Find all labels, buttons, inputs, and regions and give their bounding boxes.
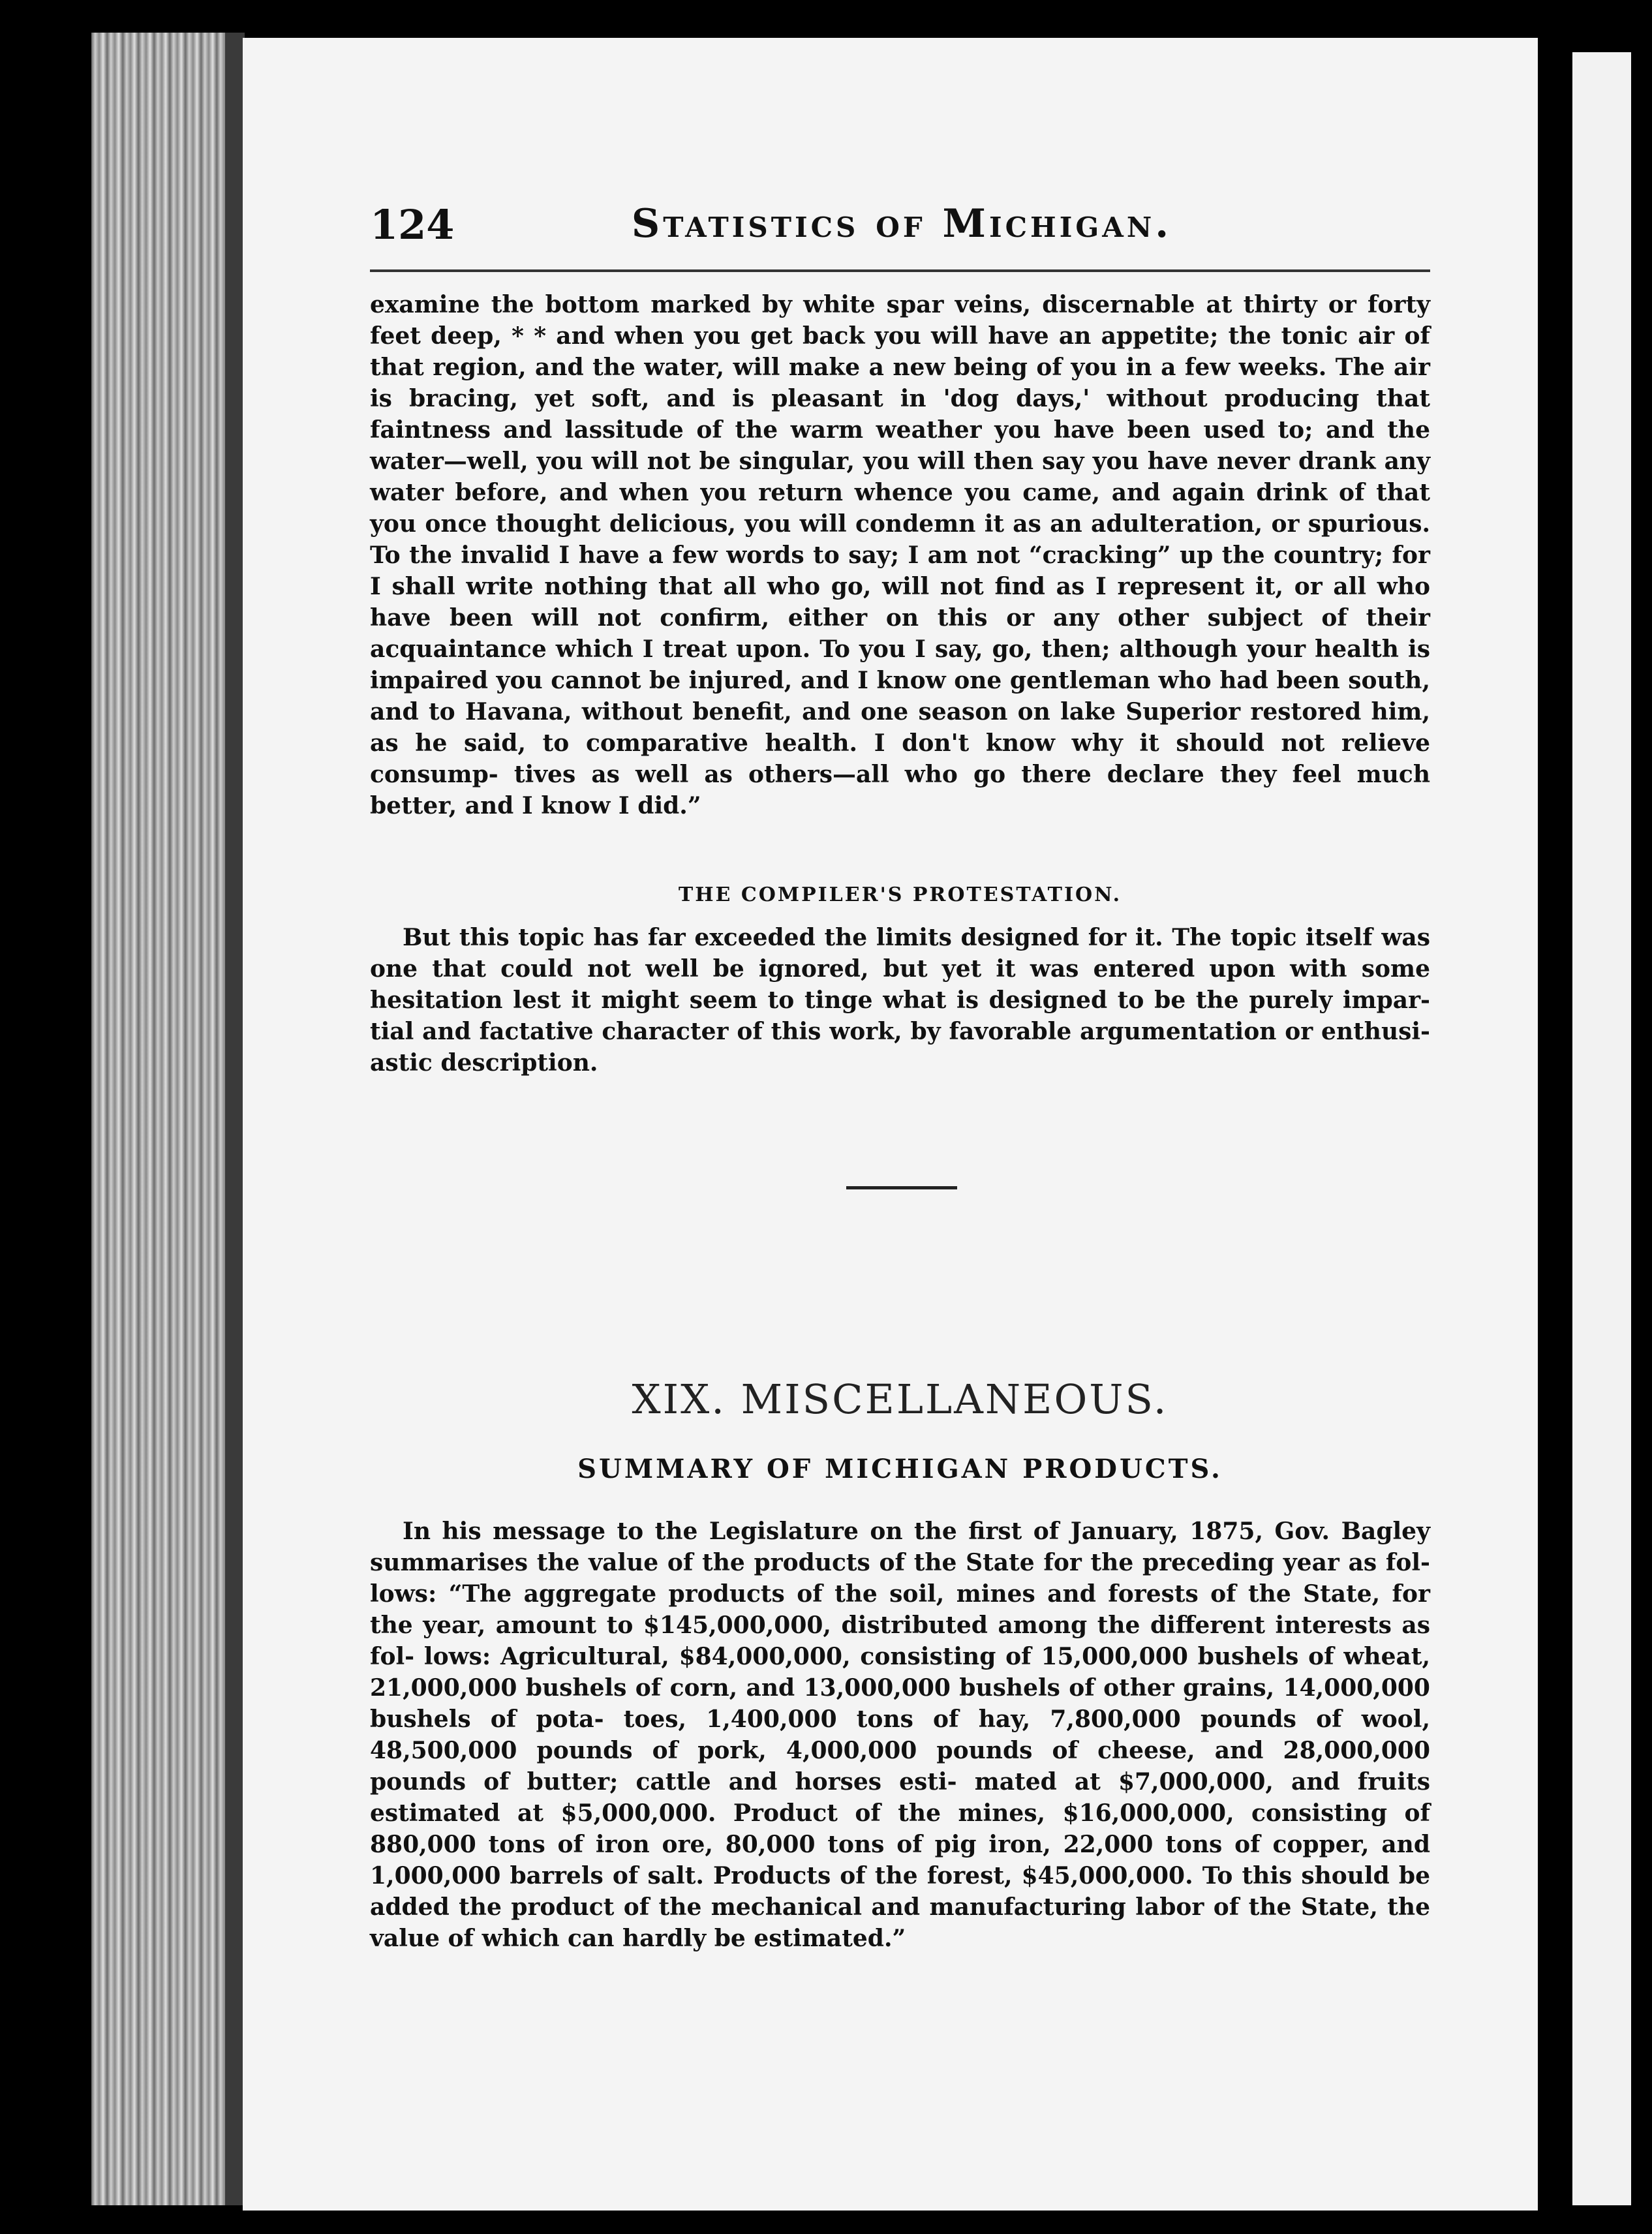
book-page [243, 38, 1538, 2211]
chapter-title: XIX. MISCELLANEOUS. [632, 1375, 1169, 1423]
chapter-line: lows: Agricultural, $84,000,000, consisting of 15,000,000 bushels of wheat, 21,000,000 [370, 1643, 1430, 1702]
chapter-line: bushels of corn, and 13,000,000 bushels of other grains, 14,000,000 bushels of pota- [370, 1674, 1430, 1733]
running-title: Statistics of Michigan. [631, 201, 1172, 247]
continuation-paragraph [370, 289, 1430, 821]
chapter-line: of the State, the value of which can hardly be estimated.” [370, 1893, 1430, 1952]
continuation-line: any water before, and when you return whence you came, and again drink of that [370, 448, 1430, 506]
protestation-line: But this topic has far exceeded the limits designed for it. The topic itself [403, 924, 1373, 951]
summary-text [370, 1516, 1430, 1954]
continuation-line: air of that region, and the water, will make a new being of you in a few weeks. [370, 322, 1430, 381]
header-rule [370, 269, 1430, 272]
chapter-line: toes, 1,400,000 tons of hay, 7,800,000 pounds of wool, 48,500,000 pounds of pork, [370, 1706, 1430, 1764]
page-number: 124 [370, 201, 455, 249]
chapter-line: tons of copper, and 1,000,000 barrels of salt. Products of the forest, $45,000,000. [370, 1831, 1430, 1890]
section-title: SUMMARY OF MICHIGAN PRODUCTS. [577, 1454, 1223, 1484]
section-divider [846, 1186, 957, 1189]
continuation-line: you once thought delicious, you will condemn it as an adulteration, or spurious. [370, 510, 1430, 538]
protestation-line: astic description. [370, 1049, 598, 1077]
continuation-line: and to Havana, without benefit, and one season on lake Superior restored him, as [370, 698, 1430, 757]
chapter-line: mated at $7,000,000, and fruits estimated at $5,000,000. Product of the mines, [370, 1768, 1431, 1827]
chapter-line: To this should be added the product of the mechanical and manufacturing labor [370, 1862, 1431, 1921]
page-header [370, 201, 1433, 253]
adjacent-page-edge [1572, 52, 1631, 2205]
chapter-line: 4,000,000 pounds of cheese, and 28,000,000 pounds of butter; cattle and horses esti- [370, 1737, 1430, 1796]
continuation-line: is impaired you cannot be injured, and I know one gentleman who had been south, [370, 635, 1430, 694]
chapter-line: In his message to the Legislature on the first of January, 1875, Gov. Bagley [403, 1518, 1430, 1545]
protestation-line: tial and factative character of this work, by favorable argumentation or enthusi- [370, 1018, 1430, 1045]
continuation-line: water—well, you will not be singular, you will then say you have never drank [370, 448, 1376, 475]
continuation-line: know I did.” [541, 792, 701, 819]
summary-paragraph [370, 1516, 1430, 1954]
protestation-text [370, 922, 1430, 1079]
binding-shadow [225, 33, 245, 2205]
continuation-line: feet deep, * * and when you get back you will have an appetite; the tonic [370, 322, 1348, 350]
chapter-line: lows: “The aggregate products of the soil, mines and forests of the State, for [370, 1580, 1430, 1608]
continuation-text [370, 289, 1430, 821]
protestation-paragraph [370, 922, 1430, 1079]
continuation-line: The air is bracing, yet soft, and is pleasant in 'dog days,' without producing [370, 354, 1430, 412]
protestation-heading: THE COMPILER'S PROTESTATION. [678, 883, 1122, 906]
continuation-line: for I shall write nothing that all who go, will not find as I represent it, or all [370, 542, 1430, 600]
book-binding [91, 33, 241, 2205]
continuation-line: he said, to comparative health. I don't know why it should not relieve consump- [370, 729, 1430, 788]
continuation-line: examine the bottom marked by white spar veins, discernable at thirty or forty [370, 291, 1430, 318]
continuation-line: To the invalid I have a few words to say; I am not “cracking” up the country; [370, 542, 1384, 569]
chapter-line: $16,000,000, consisting of 880,000 tons of iron ore, 80,000 tons of pig iron, 22,000 [370, 1799, 1430, 1858]
protestation-line: was one that could not well be ignored, but yet it was entered upon with some [370, 924, 1430, 983]
chapter-line: the year, amount to $145,000,000, distributed among the different interests as fol- [370, 1612, 1430, 1670]
chapter-line: summarises the value of the products of the State for the preceding year as fol- [370, 1549, 1430, 1576]
protestation-line: hesitation lest it might seem to tinge what is designed to be the purely impar- [370, 987, 1430, 1014]
continuation-line: acquaintance which I treat upon. To you I say, go, then; although your health [370, 635, 1399, 663]
continuation-line: that faintness and lassitude of the warm weather you have been used to; and the [370, 385, 1430, 444]
continuation-line: tives as well as others—all who go there declare they feel much better, and I [370, 761, 1430, 819]
continuation-line: who have been will not confirm, either on this or any other subject of their [370, 573, 1430, 632]
